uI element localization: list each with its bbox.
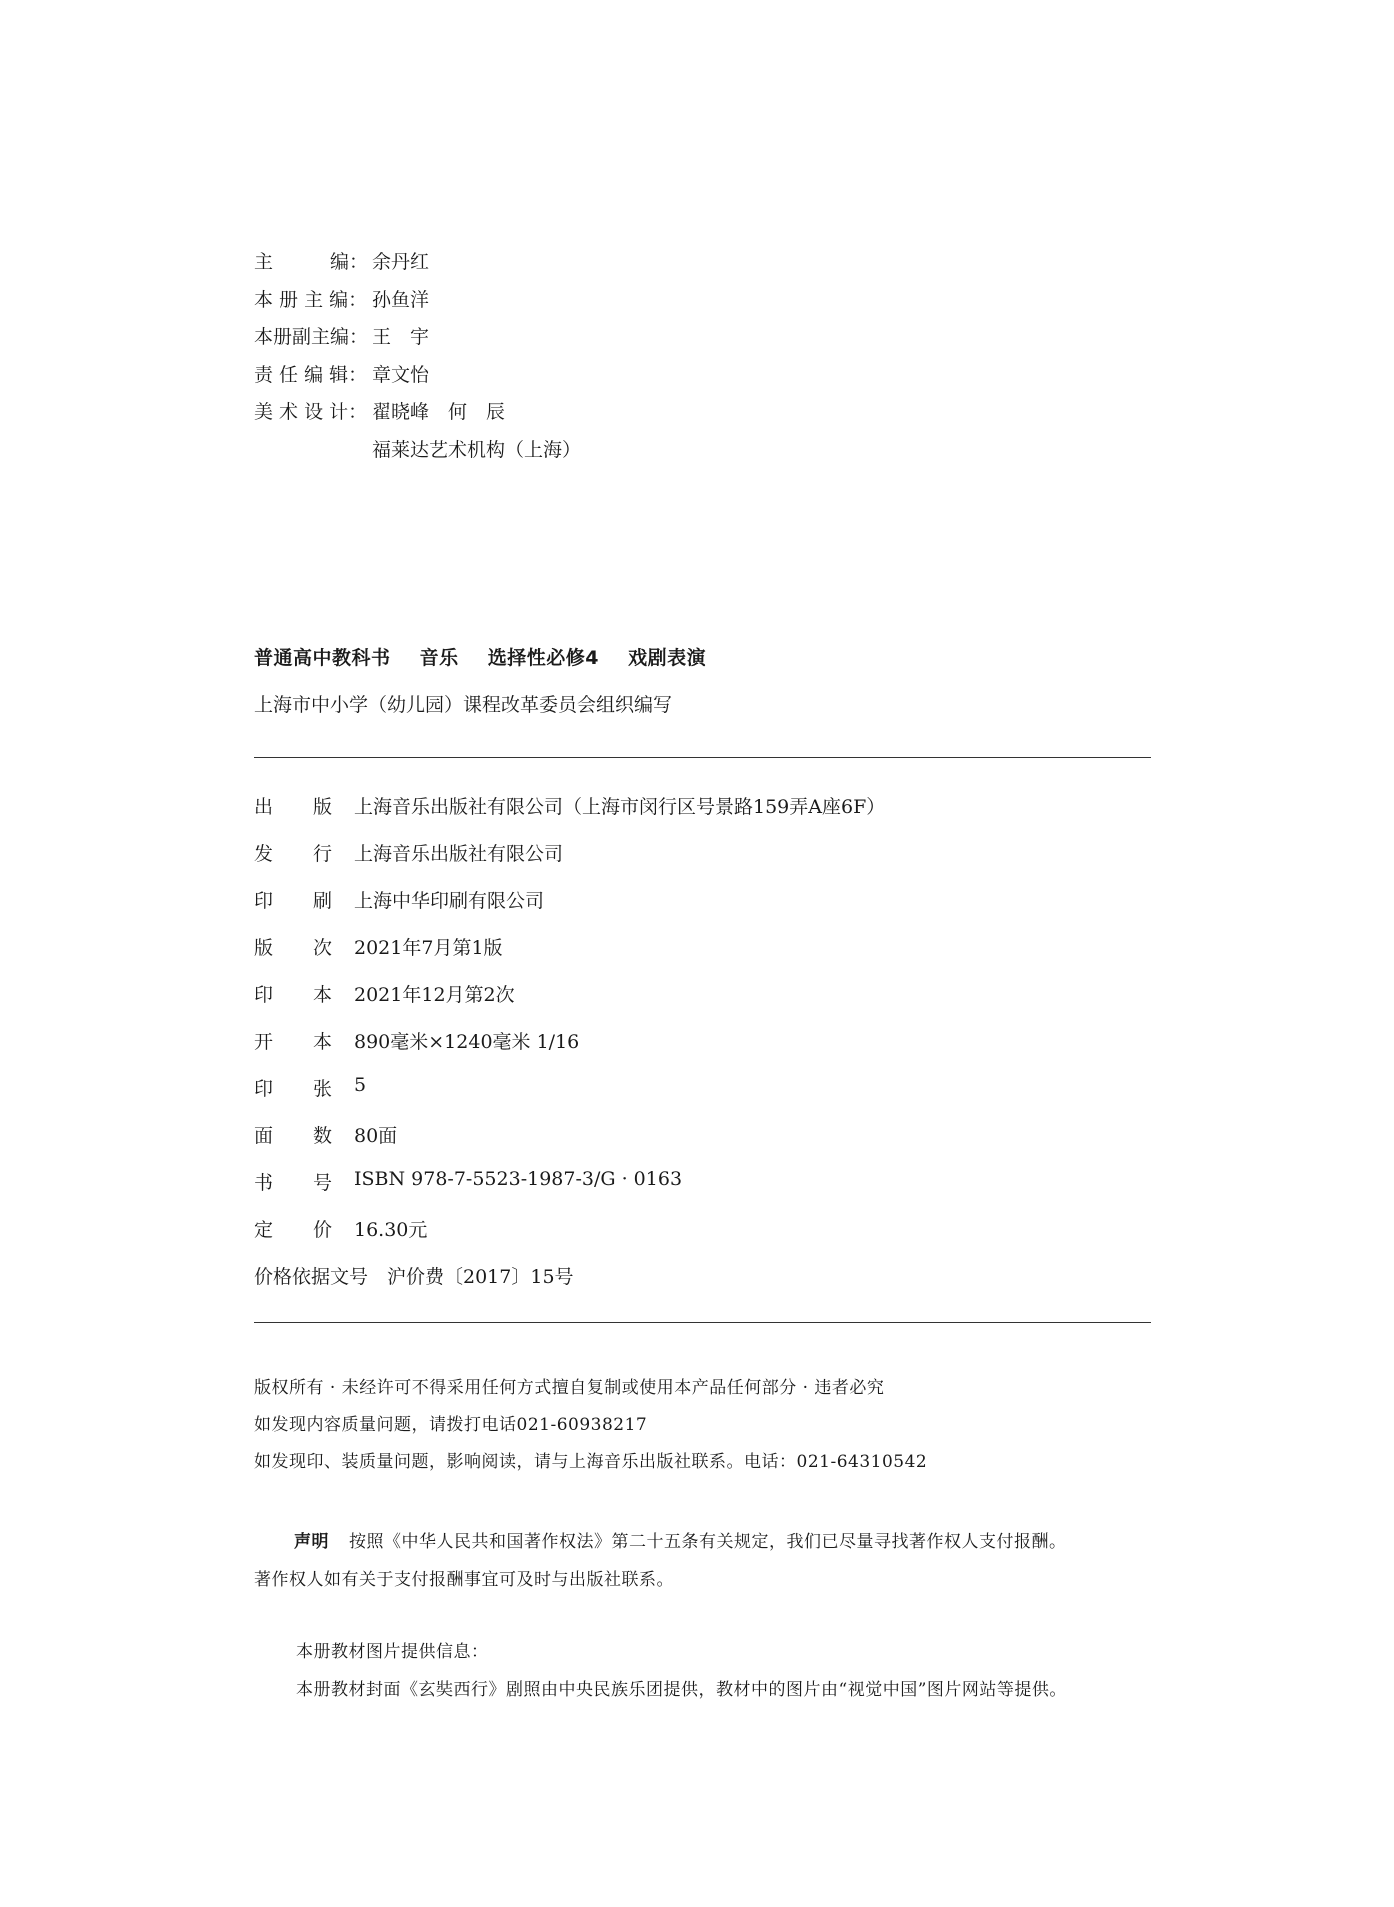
credit-value: 翟晓峰 何 辰	[372, 401, 506, 423]
declaration	[254, 1523, 1067, 1599]
pub-value: 80面	[354, 1125, 398, 1147]
pub-value: ISBN 978-7-5523-1987-3/G · 0163	[354, 1168, 683, 1190]
pub-label: 开 本	[254, 1031, 332, 1053]
title-volume: 选择性必修4	[487, 647, 600, 669]
pub-label: 书 号	[254, 1172, 332, 1194]
note-print-quality: 如发现印、装质量问题，影响阅读，请与上海音乐出版社联系。电话：021-64310542	[254, 1452, 928, 1472]
price-basis: 价格依据文号 沪价费〔2017〕15号	[254, 1266, 574, 1288]
credit-value: 福莱达艺术机构（上海）	[372, 438, 582, 461]
image-credits-heading: 本册教材图片提供信息：	[296, 1642, 489, 1662]
credit-value: 王 宇	[372, 326, 430, 348]
credit-label: 美 术 设 计：	[254, 401, 368, 423]
declaration-line-2: 著作权人如有关于支付报酬事宜可及时与出版社联系。	[254, 1570, 674, 1590]
credit-label: 本 册 主 编：	[254, 288, 368, 311]
divider-bottom	[254, 1322, 1151, 1323]
pub-label: 定 价	[254, 1219, 332, 1241]
pub-value: 890毫米×1240毫米 1/16	[354, 1031, 580, 1053]
book-organizer: 上海市中小学（幼儿园）课程改革委员会组织编写	[254, 694, 673, 716]
credit-label: 本册副主编：	[254, 326, 369, 348]
credit-label: 责 任 编 辑：	[254, 363, 368, 386]
pub-value: 16.30元	[354, 1219, 428, 1241]
pub-label: 出 版	[254, 796, 332, 818]
pub-value: 2021年7月第1版	[354, 937, 503, 959]
divider-top	[254, 757, 1151, 758]
note-copyright: 版权所有 · 未经许可不得采用任何方式擅自复制或使用本产品任何部分 · 违者必究	[254, 1378, 885, 1398]
declaration-heading: 声明	[294, 1532, 329, 1552]
credit-value: 孙鱼洋	[372, 288, 430, 311]
declaration-line-1	[254, 1523, 1067, 1561]
pub-label: 印 张	[254, 1078, 332, 1100]
title-series: 普通高中教科书	[254, 647, 391, 669]
pub-label: 发 行	[254, 843, 332, 865]
credit-label: 主 编：	[254, 251, 369, 273]
pub-value: 2021年12月第2次	[354, 984, 515, 1006]
pub-label: 印 本	[254, 984, 332, 1006]
credit-value: 余丹红	[372, 251, 430, 273]
credit-value: 章文怡	[372, 363, 430, 386]
image-credits-text: 本册教材封面《玄奘西行》剧照由中央民族乐团提供，教材中的图片由“视觉中国”图片网站等提供。	[296, 1680, 1067, 1700]
pub-value: 上海音乐出版社有限公司	[354, 843, 564, 865]
pub-label: 面 数	[254, 1125, 332, 1147]
copyright-notes	[254, 1370, 927, 1481]
pub-label: 印 刷	[254, 890, 332, 912]
note-content-quality: 如发现内容质量问题，请拨打电话021-60938217	[254, 1415, 648, 1435]
declaration-text: 按照《中华人民共和国著作权法》第二十五条有关规定，我们已尽量寻找著作权人支付报酬。	[349, 1532, 1067, 1552]
image-credits	[296, 1633, 1067, 1709]
title-topic: 戏剧表演	[628, 647, 707, 669]
title-subject: 音乐	[419, 647, 459, 669]
pub-label: 版 次	[254, 937, 332, 959]
pub-value: 上海中华印刷有限公司	[354, 890, 545, 912]
pub-value: 上海音乐出版社有限公司（上海市闵行区号景路159弄A座6F）	[354, 796, 886, 818]
book-title	[254, 643, 728, 670]
pub-value: 5	[354, 1074, 367, 1096]
